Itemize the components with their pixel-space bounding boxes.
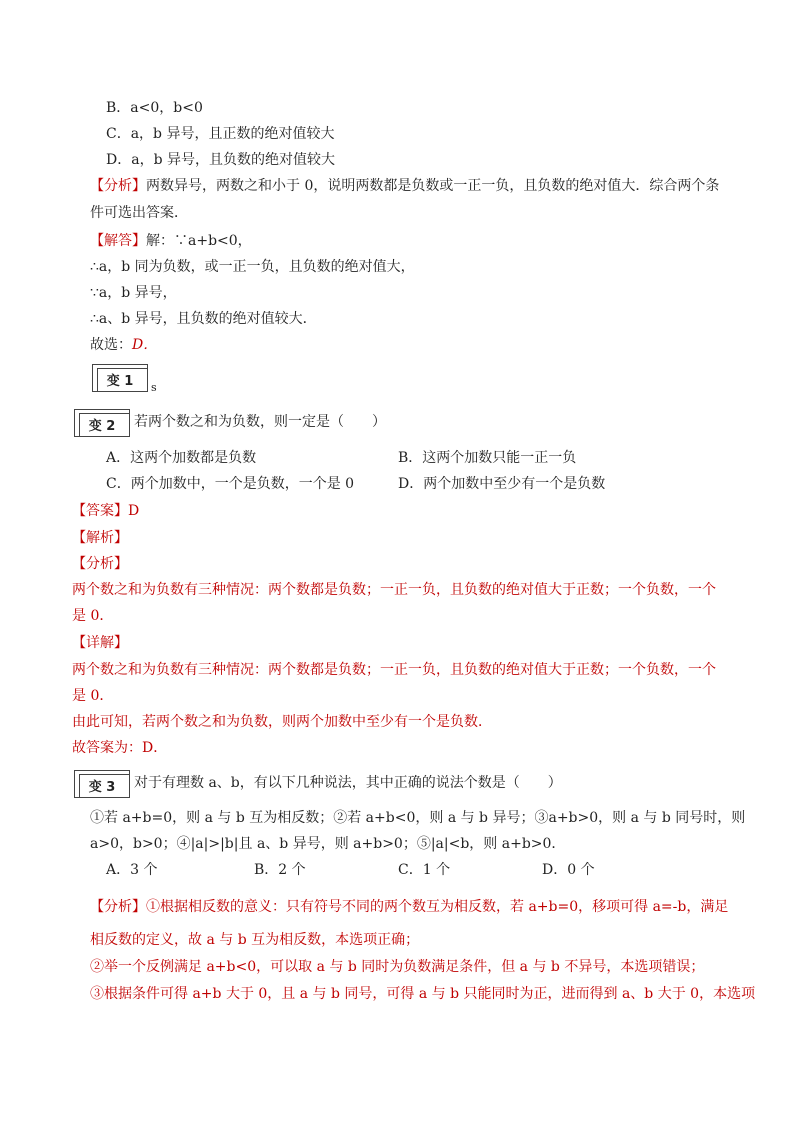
solution-line-3: ∴a、b 异号，且负数的绝对值较大． bbox=[90, 311, 317, 327]
variant-2-jiexi-tag: 【解析】 bbox=[72, 530, 128, 546]
analysis-text-1: 两数异号，两数之和小于 0，说明两数都是负数或一正一负，且负数的绝对值大．综合两个条 bbox=[146, 178, 720, 194]
variant-2-box bbox=[74, 409, 130, 437]
solution-line-2: ∵a，b 异号， bbox=[90, 285, 177, 301]
solution-line-4 bbox=[90, 335, 157, 355]
variant-3-question: 对于有理数 a、b，有以下几种说法，其中正确的说法个数是（ ） bbox=[134, 775, 562, 791]
variant-3-statements-2: a>0，b>0；④|a|>|b|且 a、b 异号，则 a+b>0；⑤|a|<b，则 a+b>0． bbox=[90, 836, 566, 852]
variant-2-xiangjie-4: 故答案为：D． bbox=[72, 740, 168, 756]
variant-3-option-d: D．0 个 bbox=[542, 862, 595, 878]
solution-line-1: ∴a，b 同为负数，或一正一负，且负数的绝对值大， bbox=[90, 259, 415, 275]
variant-3-statements-1: ①若 a+b=0，则 a 与 b 互为相反数；②若 a+b<0，则 a 与 b 异号；③a+b>0，则 a 与 b 同号时，则 bbox=[90, 810, 746, 826]
analysis-line-1 bbox=[90, 176, 719, 196]
analysis-line-2: 件可选出答案． bbox=[90, 205, 188, 221]
variant-2-xiangjie-3: 由此可知，若两个数之和为负数，则两个加数中至少有一个是负数． bbox=[72, 714, 492, 730]
variant-3-option-c: C．1 个 bbox=[398, 862, 451, 878]
variant-3-label: 变 3 bbox=[88, 780, 116, 795]
variant-2-fenxi-tag: 【分析】 bbox=[72, 556, 128, 572]
variant-3-option-b: B．2 个 bbox=[254, 862, 306, 878]
solution-line-0 bbox=[90, 231, 252, 251]
variant-3-analysis-2: 相反数的定义，故 a 与 b 互为相反数，本选项正确； bbox=[90, 932, 420, 948]
variant-2-fenxi-2: 是 0． bbox=[72, 608, 114, 624]
variant-1-label: 变 1 bbox=[106, 374, 134, 389]
option-c: C．a，b 异号，且正数的绝对值较大 bbox=[106, 126, 335, 142]
variant-2-xiangjie-2: 是 0． bbox=[72, 688, 114, 704]
variant-2-option-b: B．这两个加数只能一正一负 bbox=[398, 450, 577, 466]
analysis-tag: 【分析】 bbox=[90, 178, 146, 194]
variant-1-box bbox=[92, 364, 148, 392]
solution-answer: D． bbox=[132, 337, 158, 353]
variant-3-box bbox=[74, 770, 130, 798]
variant-3-analysis-4: ③根据条件可得 a+b 大于 0，且 a 与 b 同号，可得 a 与 b 只能同时为正，进而得到 a、b 大于 0，本选项 bbox=[90, 986, 756, 1002]
variant-2-question: 若两个数之和为负数，则一定是（ ） bbox=[134, 414, 386, 430]
variant-1-mark: s bbox=[151, 381, 157, 394]
variant-2-option-a: A．这两个加数都是负数 bbox=[106, 450, 257, 466]
variant-3-analysis-3: ②举一个反例满足 a+b<0，可以取 a 与 b 同时为负数满足条件，但 a 与 b 不异号，本选项错误； bbox=[90, 959, 705, 975]
option-b: B．a<0，b<0 bbox=[106, 100, 203, 116]
variant-2-answer: 【答案】D bbox=[72, 503, 140, 519]
variant-2-xiangjie-tag: 【详解】 bbox=[72, 635, 128, 651]
variant-3-analysis-1: 【分析】①根据相反数的意义：只有符号不同的两个数互为相反数，若 a+b=0，移项可得 a=-b，满足 bbox=[90, 899, 729, 915]
solution-choose: 故选： bbox=[90, 337, 132, 353]
variant-2-option-d: D．两个加数中至少有一个是负数 bbox=[398, 476, 606, 492]
variant-2-label: 变 2 bbox=[88, 419, 116, 434]
variant-2-xiangjie-1: 两个数之和为负数有三种情况：两个数都是负数；一正一负，且负数的绝对值大于正数；一个负数，一个 bbox=[72, 662, 716, 678]
solution-head: 解：∵a+b<0， bbox=[146, 233, 252, 249]
variant-2-fenxi-1: 两个数之和为负数有三种情况：两个数都是负数；一正一负，且负数的绝对值大于正数；一个负数，一个 bbox=[72, 582, 716, 598]
variant-2-option-c: C．两个加数中，一个是负数，一个是 0 bbox=[106, 476, 355, 492]
solution-tag: 【解答】 bbox=[90, 233, 146, 249]
variant-3-option-a: A．3 个 bbox=[106, 862, 158, 878]
option-d: D．a，b 异号，且负数的绝对值较大 bbox=[106, 152, 335, 168]
